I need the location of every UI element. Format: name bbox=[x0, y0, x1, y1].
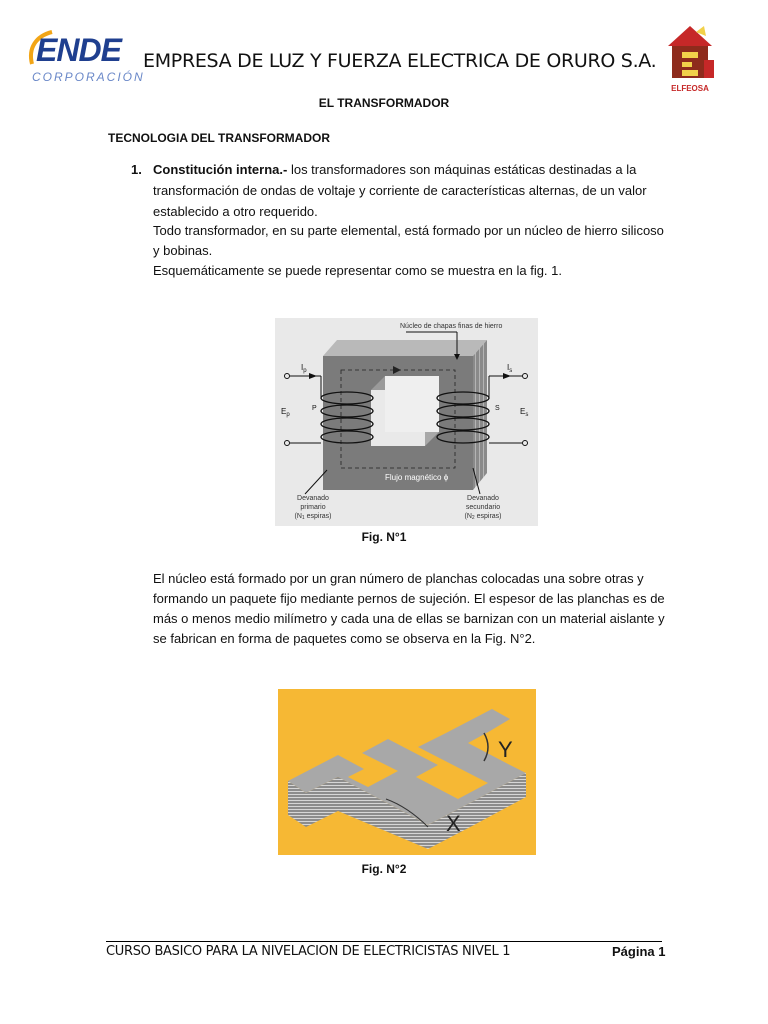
paragraph-2-line-2: formando un paquete fijo mediante pernos de sujeción. El espesor de las planchas es de bbox=[153, 591, 665, 606]
label-primary-1: Devanado bbox=[297, 495, 329, 502]
label-ep: $E_p$ bbox=[281, 407, 290, 418]
label-secondary-1: Devanado bbox=[467, 495, 499, 502]
core-top-face bbox=[323, 340, 487, 356]
label-s: S bbox=[495, 405, 500, 412]
item-line-3: establecido a otro requerido. bbox=[153, 204, 318, 219]
label-x: X bbox=[446, 811, 461, 836]
label-secondary-2: secundario bbox=[465, 504, 501, 511]
figure-1-transformer-diagram bbox=[275, 318, 538, 526]
section-heading: TECNOLOGIA DEL TRANSFORMADOR bbox=[108, 131, 330, 145]
item-line-1-text: los transformadores son máquinas estáticas destinadas a la bbox=[287, 162, 637, 177]
paragraph-2-line-4: se fabrican en forma de paquetes como se observa en la Fig. N°2. bbox=[153, 631, 536, 646]
label-primary-2: primario bbox=[300, 504, 326, 511]
item-line-1 bbox=[153, 162, 636, 177]
list-item-number: 1. bbox=[131, 162, 142, 177]
item-line-2: transformación de ondas de voltaje y corriente de características alternas, de un valor bbox=[153, 183, 647, 198]
label-p: P bbox=[312, 405, 317, 412]
paragraph-2-line-1: El núcleo está formado por un gran número de planchas colocadas una sobre otras y bbox=[153, 571, 644, 586]
label-flux: Flujo magnético ϕ bbox=[385, 473, 449, 482]
label-es: $E_s$ bbox=[520, 407, 529, 418]
label-ip: $I_p$ bbox=[301, 363, 307, 374]
item-line-5: y bobinas. bbox=[153, 243, 213, 258]
figure-2-laminated-core bbox=[278, 689, 536, 855]
label-y: Y bbox=[498, 737, 513, 762]
label-core: Núcleo de chapas finas de hierro bbox=[400, 323, 503, 330]
figure-2-caption: Fig. N°2 bbox=[361, 862, 407, 876]
document-title: EL TRANSFORMADOR bbox=[318, 96, 450, 110]
footer-page-number: Página 1 bbox=[612, 944, 666, 959]
ende-logo-text: ENDE bbox=[36, 32, 121, 68]
ende-logo bbox=[22, 28, 145, 90]
label-is: $I_s$ bbox=[507, 363, 513, 374]
label-secondary-3: (N2 espiras) bbox=[464, 513, 502, 521]
footer-divider bbox=[106, 941, 662, 942]
item-line-4: Todo transformador, en su parte elemental, está formado por un núcleo de hierro silicoso bbox=[153, 223, 664, 238]
ende-logo-subtext: CORPORACIÓN bbox=[32, 70, 145, 84]
paragraph-2-line-3: más o menos medio milímetro y cada una de ellas se barnizan con un material aislante y bbox=[153, 611, 665, 626]
figure-1-caption: Fig. N°1 bbox=[361, 530, 407, 544]
elfeosa-logo-text: ELFEOSA bbox=[671, 84, 709, 93]
elfeosa-logo bbox=[660, 22, 720, 96]
item-bold-lead: Constitución interna.- bbox=[153, 162, 288, 177]
header-title: EMPRESA DE LUZ Y FUERZA ELECTRICA DE ORURO S.A. bbox=[143, 50, 657, 72]
footer-course-title: CURSO BASICO PARA LA NIVELACION DE ELECTRICISTAS NIVEL 1 bbox=[106, 944, 511, 959]
item-line-6: Esquemáticamente se puede representar como se muestra en la fig. 1. bbox=[153, 263, 562, 278]
label-primary-3: (N1 espiras) bbox=[294, 513, 332, 521]
elfeosa-logo-emblem bbox=[660, 22, 720, 84]
